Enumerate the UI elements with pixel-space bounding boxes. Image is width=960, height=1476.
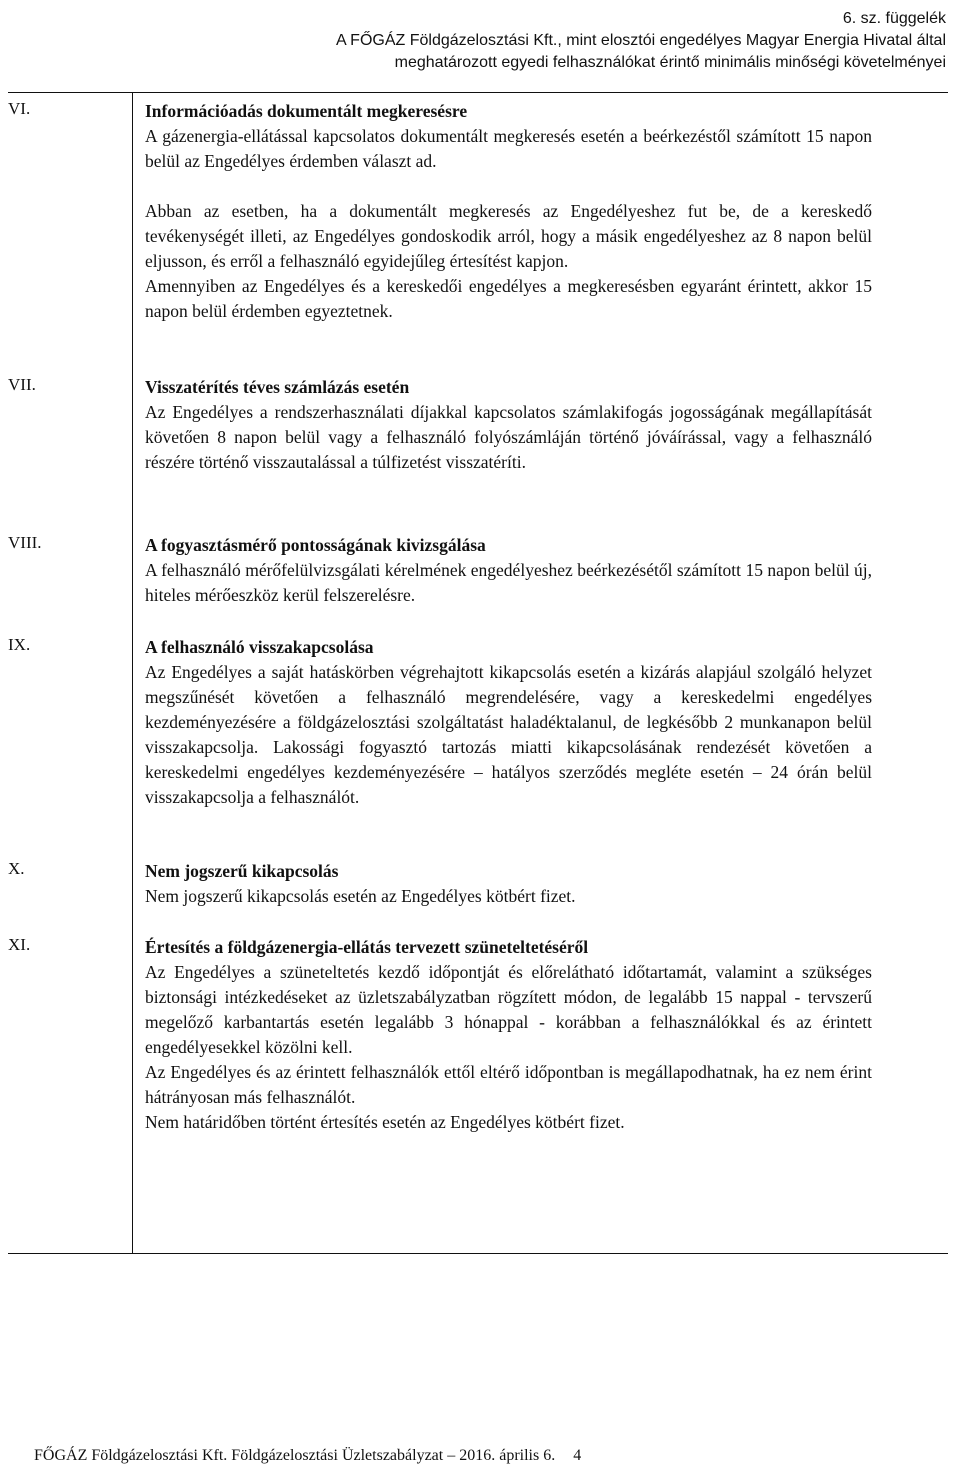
- section-vi: [145, 99, 872, 324]
- section-number-viii: VIII.: [8, 533, 42, 552]
- section-title: A fogyasztásmérő pontosságának kivizsgálása: [145, 535, 486, 555]
- section-number-x: X.: [8, 859, 25, 878]
- requirements-table: [8, 92, 948, 1254]
- section-paragraph: Abban az esetben, ha a dokumentált megkeresés az Engedélyeshez fut be, de a kereskedő tevékenységét illeti, az Engedélyes gondoskodik arról, hogy a másik engedélyeshez az 8 napon belül eljusson, és erről a felhasználó egyidejűleg értesítést kapjon.: [145, 201, 872, 271]
- section-xi: [145, 935, 872, 1135]
- section-paragraph: Nem határidőben történt értesítés esetén az Engedélyes kötbért fizet.: [145, 1112, 625, 1132]
- section-number-vi: VI.: [8, 99, 31, 118]
- appendix-label: 6. sz. függelék: [842, 10, 946, 27]
- section-paragraph: Az Engedélyes a rendszerhasználati díjakkal kapcsolatos számlakifogás jogosságának megállapítását követően 8 napon belül vagy a felhasználó folyószámláján történő jóváírással, vagy a felhasználó részére történő visszautalással a túlfizetést visszatéríti.: [145, 402, 872, 472]
- section-title: Visszatérítés téves számlázás esetén: [145, 377, 410, 397]
- page-header: [336, 8, 946, 74]
- column-divider: [132, 93, 133, 1253]
- section-paragraph: A felhasználó mérőfelülvizsgálati kérelmének engedélyeshez beérkezésétől számított 15 napon belül új, hiteles mérőeszköz kerül felszerelésre.: [145, 560, 872, 605]
- section-ix: [145, 635, 872, 810]
- section-title: Információadás dokumentált megkeresésre: [145, 101, 468, 121]
- section-paragraph: A gázenergia-ellátással kapcsolatos dokumentált megkeresés esetén a beérkezéstől számított 15 napon belül az Engedélyes érdemben választ ad.: [145, 126, 872, 171]
- page-footer: [34, 1447, 581, 1465]
- footer-text: FŐGÁZ Földgázelosztási Kft. Földgázelosztási Üzletszabályzat – 2016. április 6.: [34, 1447, 556, 1464]
- section-number-vii: VII.: [8, 375, 36, 394]
- section-vii: [145, 375, 872, 475]
- section-paragraph: Az Engedélyes és az érintett felhasználók ettől eltérő időpontban is megállapodhatnak, ha ez nem érint hátrányosan más felhasználót.: [145, 1062, 872, 1107]
- section-title: Értesítés a földgázenergia-ellátás tervezett szüneteltetéséről: [145, 937, 589, 957]
- section-paragraph: Az Engedélyes a saját hatáskörben végrehajtott kikapcsolás esetén a kizárás alapjául szolgáló helyzet megszűnését követően a felhasználó megrendelésére, vagy a kereskedelmi engedélyes kezdeményezésére a földgázelosztási szolgáltatást haladéktalanul, de legkésőbb 2 munkanapon belül visszakapcsolja. Lakossági fogyasztó tartozás miatti kikapcsolásának rendezését követően a kereskedelmi engedélyes kezdeményezésére – hatályos szerződés megléte esetén – 24 órán belül visszakapcsolja a felhasználót.: [145, 662, 872, 807]
- header-line-3: meghatározott egyedi felhasználókat érintő minimális minőségi követelményei: [394, 54, 946, 71]
- section-title: Nem jogszerű kikapcsolás: [145, 861, 339, 881]
- header-line-2: A FŐGÁZ Földgázelosztási Kft., mint elosztói engedélyes Magyar Energia Hivatal által: [335, 32, 946, 49]
- section-paragraph: Nem jogszerű kikapcsolás esetén az Engedélyes kötbért fizet.: [145, 886, 576, 906]
- section-x: [145, 859, 872, 909]
- section-viii: [145, 533, 872, 608]
- section-title: A felhasználó visszakapcsolása: [145, 637, 374, 657]
- section-number-xi: XI.: [8, 935, 31, 954]
- section-paragraph: Amennyiben az Engedélyes és a kereskedői engedélyes a megkeresésben egyaránt érintett, akkor 15 napon belül érdemben egyeztetnek.: [145, 276, 872, 321]
- section-paragraph: Az Engedélyes a szüneteltetés kezdő időpontját és előrelátható időtartamát, valamint a szükséges biztonsági intézkedéseket az üzletszabályzatban rögzített módon, de legalább 15 nappal - tervszerű megelőző karbantartás esetén legalább 3 hónappal - korábban a felhasználókkal és az érintett engedélyesekkel közölni kell.: [145, 962, 872, 1057]
- page-number: 4: [573, 1447, 582, 1464]
- section-number-ix: IX.: [8, 635, 31, 654]
